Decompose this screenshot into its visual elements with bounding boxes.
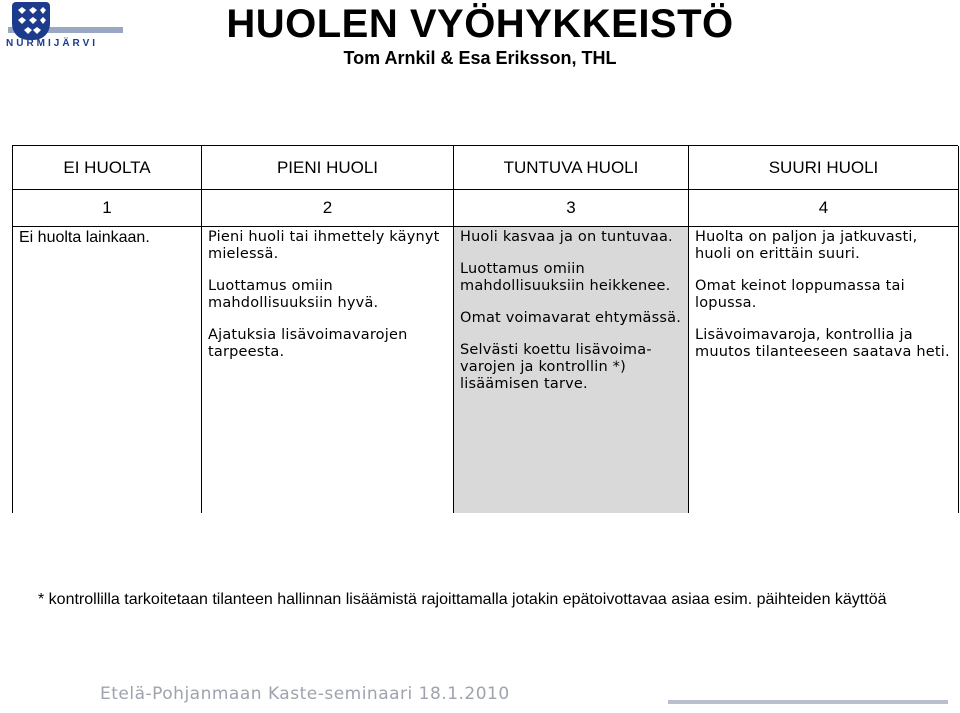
footer-bar [668, 700, 948, 704]
zone-paragraph: Omat voimavarat ehtymässä. [460, 310, 682, 326]
zone-header: TUNTUVA HUOLI [503, 157, 639, 177]
zone-paragraph: Pieni huoli tai ihmettely käynyt mielessä. [208, 229, 440, 262]
zone-number: 2 [322, 198, 333, 217]
zone-column-3 [454, 146, 689, 513]
zone-header: PIENI HUOLI [276, 157, 379, 177]
zone-description [454, 227, 688, 513]
footnote: * kontrollilla tarkoitetaan tilanteen hallinnan lisäämistä rajoittamalla jotakin epätoivottavaa asiaa esim. päihteiden käyttöä [38, 591, 887, 608]
zone-number: 1 [102, 198, 112, 217]
zone-paragraph: Omat keinot loppumassa tai lopussa. [695, 278, 905, 311]
zone-column-2 [202, 146, 454, 513]
zone-description [202, 227, 453, 513]
zone-column-1 [13, 146, 202, 513]
zone-paragraph: Huolta on paljon ja jatkuvasti, huoli on erittäin suuri. [695, 229, 918, 262]
zone-description [13, 227, 201, 513]
logo-wordmark: NURMIJÄRVI [6, 38, 99, 49]
zone-description [689, 227, 958, 513]
page-title: HUOLEN VYÖHYKKEISTÖ [226, 2, 734, 46]
zone-paragraph: Ajatuksia lisävoimavarojen tarpeesta. [208, 327, 408, 360]
zone-paragraph: Luottamus omiin mahdollisuuksiin heikkenee. [460, 261, 671, 294]
zone-paragraph: Luottamus omiin mahdollisuuksiin hyvä. [208, 278, 379, 311]
zone-paragraph: Lisävoimavaroja, kontrollia ja muutos tilanteeseen saatava heti. [695, 327, 950, 360]
zone-header: EI HUOLTA [63, 157, 151, 177]
zone-number: 3 [566, 198, 576, 217]
zone-header: SUURI HUOLI [768, 157, 879, 177]
page-subtitle: Tom Arnkil & Esa Eriksson, THL [343, 48, 617, 68]
zone-number: 4 [818, 198, 829, 217]
zone-paragraph: Selvästi koettu lisävoima-varojen ja kontrollin *) lisäämisen tarve. [460, 342, 652, 392]
concern-zone-table [12, 145, 958, 513]
zone-paragraph: Ei huolta lainkaan. [19, 229, 150, 246]
slide-footer: Etelä-Pohjanmaan Kaste-seminaari 18.1.2010 [100, 684, 510, 704]
zone-column-4 [689, 146, 959, 513]
zone-paragraph: Huoli kasvaa ja on tuntuvaa. [460, 229, 673, 245]
